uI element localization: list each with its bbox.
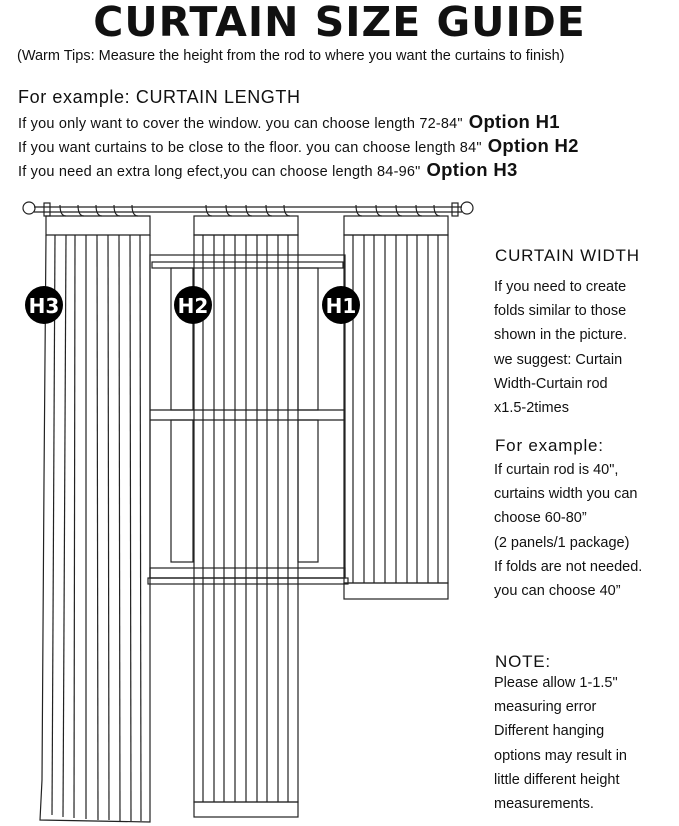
badge-h1 — [322, 286, 360, 324]
example-line: curtains width you can — [494, 486, 638, 503]
width-line: we suggest: Curtain — [494, 351, 623, 368]
example-line: If curtain rod is 40", — [494, 462, 619, 478]
note-line: measuring error — [494, 699, 597, 716]
length-heading: For example: CURTAIN LENGTH — [18, 87, 301, 107]
width-line: x1.5-2times — [494, 400, 569, 417]
note-line: options may result in — [494, 747, 627, 764]
option-h2-label: Option H2 — [487, 135, 579, 156]
badge-h3-label: H3 — [28, 294, 60, 318]
option-h1-label: Option H1 — [468, 111, 560, 132]
option-h1-text: If you only want to cover the window. you can choose length 72-84" — [18, 116, 463, 132]
curtain-h1 — [344, 205, 448, 599]
note-line: measurements. — [494, 796, 594, 813]
note-line: Different hanging — [494, 723, 605, 740]
badge-h2-label: H2 — [177, 294, 209, 318]
example-line: If folds are not needed. — [494, 558, 643, 575]
note-line: little different height — [494, 771, 620, 788]
width-line: If you need to create — [494, 279, 627, 295]
example-line: choose 60-80” — [494, 510, 587, 527]
warm-tips: (Warm Tips: Measure the height from the rod to where you want the curtains to finish) — [17, 48, 565, 64]
example-line: (2 panels/1 package) — [494, 534, 630, 551]
note-heading: NOTE: — [495, 652, 551, 671]
width-line: Width-Curtain rod — [494, 375, 608, 392]
badge-h2 — [174, 286, 212, 324]
example-line: you can choose 40” — [494, 583, 621, 600]
width-example-heading: For example: — [495, 436, 604, 455]
badge-h3 — [25, 286, 63, 324]
option-h3-label: Option H3 — [426, 159, 518, 180]
note-line: Please allow 1-1.5" — [494, 675, 618, 691]
option-h2-text: If you want curtains to be close to the floor. you can choose length 84" — [18, 140, 482, 156]
width-heading: CURTAIN WIDTH — [495, 246, 640, 265]
page-title: CURTAIN SIZE GUIDE — [93, 0, 586, 46]
option-h3-text: If you need an extra long efect,you can choose length 84-96" — [18, 164, 421, 180]
width-line: folds similar to those — [494, 303, 627, 320]
width-line: shown in the picture. — [494, 327, 627, 344]
badge-h1-label: H1 — [325, 294, 357, 318]
